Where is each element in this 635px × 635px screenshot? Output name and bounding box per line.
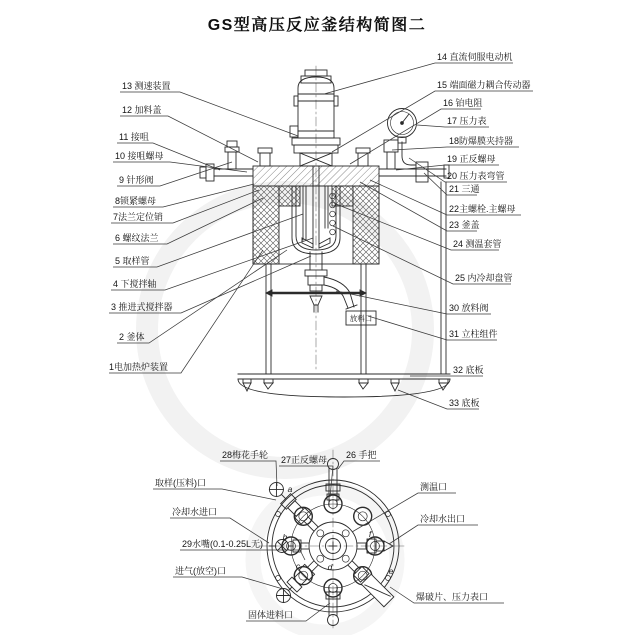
part-label-1: 1电加热炉装置	[109, 362, 169, 372]
part-label-23: 23 釜盖	[449, 220, 480, 230]
part-label-12: 12 加料盖	[122, 105, 162, 115]
part-label-13: 13 测速装置	[122, 81, 171, 91]
part-label-20: 20 压力表弯管	[447, 171, 505, 181]
part-label-7: 7法兰定位销	[113, 212, 164, 222]
part-label-17: 17 压力表	[447, 116, 487, 126]
left-pipe-needle-valve	[200, 141, 253, 181]
part-label-14: 14 直流伺服电动机	[437, 52, 513, 62]
part-labels-right	[437, 51, 531, 408]
part-label-11: 11 接咀	[119, 132, 149, 142]
label-fwd-rev-nut: 27正反螺母	[281, 455, 328, 465]
label-gas-inlet: 进气(放空)口	[175, 566, 226, 576]
part-label-16: 16 铂电阻	[443, 98, 483, 108]
port-letter-d: d	[327, 562, 333, 572]
part-label-8: 8锁紧螺母	[115, 196, 157, 206]
label-rupture-port: 爆破片、压力表口	[416, 592, 489, 602]
part-label-10: 10 接咀螺母	[115, 151, 164, 161]
label-water-nozzle: 29水嘴(0.1-0.25L无)	[182, 539, 264, 549]
part-label-30: 30 放料阀	[449, 303, 489, 313]
part-label-9: 9 针形阀	[119, 175, 154, 185]
part-label-3: 3 推进式搅拌器	[111, 302, 173, 312]
label-handle: 26 手把	[346, 450, 377, 460]
label-solid-feed: 固体进料口	[248, 610, 294, 620]
label-plum-handwheel: 28梅花手轮	[222, 450, 269, 460]
port-letter-f: f	[368, 529, 372, 539]
top-view-labels	[155, 449, 488, 620]
part-label-2: 2 釜体	[119, 332, 145, 342]
part-label-31: 31 立柱组件	[449, 329, 498, 339]
valve-b	[269, 540, 309, 553]
label-cooling-outlet: 冷却水出口	[420, 514, 466, 524]
part-label-24: 24 测温套管	[453, 239, 502, 249]
part-label-19: 19 正反螺母	[447, 154, 496, 164]
part-label-5: 5 取样管	[115, 256, 150, 266]
port-letter-c: c	[295, 561, 301, 571]
label-temp-port: 测温口	[420, 482, 448, 492]
label-sampling-port: 取样(压料)口	[155, 478, 206, 488]
part-label-6: 6 螺纹法兰	[115, 233, 159, 243]
port-letter-b: b	[282, 532, 288, 542]
port-letter-a: a	[287, 484, 293, 494]
part-label-15: 15 端面磁力耦合传动器	[437, 80, 531, 90]
part-label-22: 22主螺栓.主螺母	[449, 204, 516, 214]
page-title: GS型高压反应釜结构简图二	[207, 17, 427, 34]
part-label-18: 18防爆膜夹持器	[449, 136, 514, 146]
pressure-gauge	[388, 109, 417, 144]
part-label-21: 21 三通	[449, 184, 480, 194]
part-label-33: 33 底板	[449, 398, 480, 408]
part-label-25: 25 内冷却盘管	[455, 273, 513, 283]
part-label-4: 4 下搅拌轴	[113, 279, 157, 289]
label-cooling-inlet: 冷却水进口	[172, 507, 218, 517]
port-letter-e: e	[388, 566, 394, 576]
discharge-port-tag-label: 放料口	[349, 314, 373, 323]
part-label-32: 32 底板	[453, 365, 484, 375]
